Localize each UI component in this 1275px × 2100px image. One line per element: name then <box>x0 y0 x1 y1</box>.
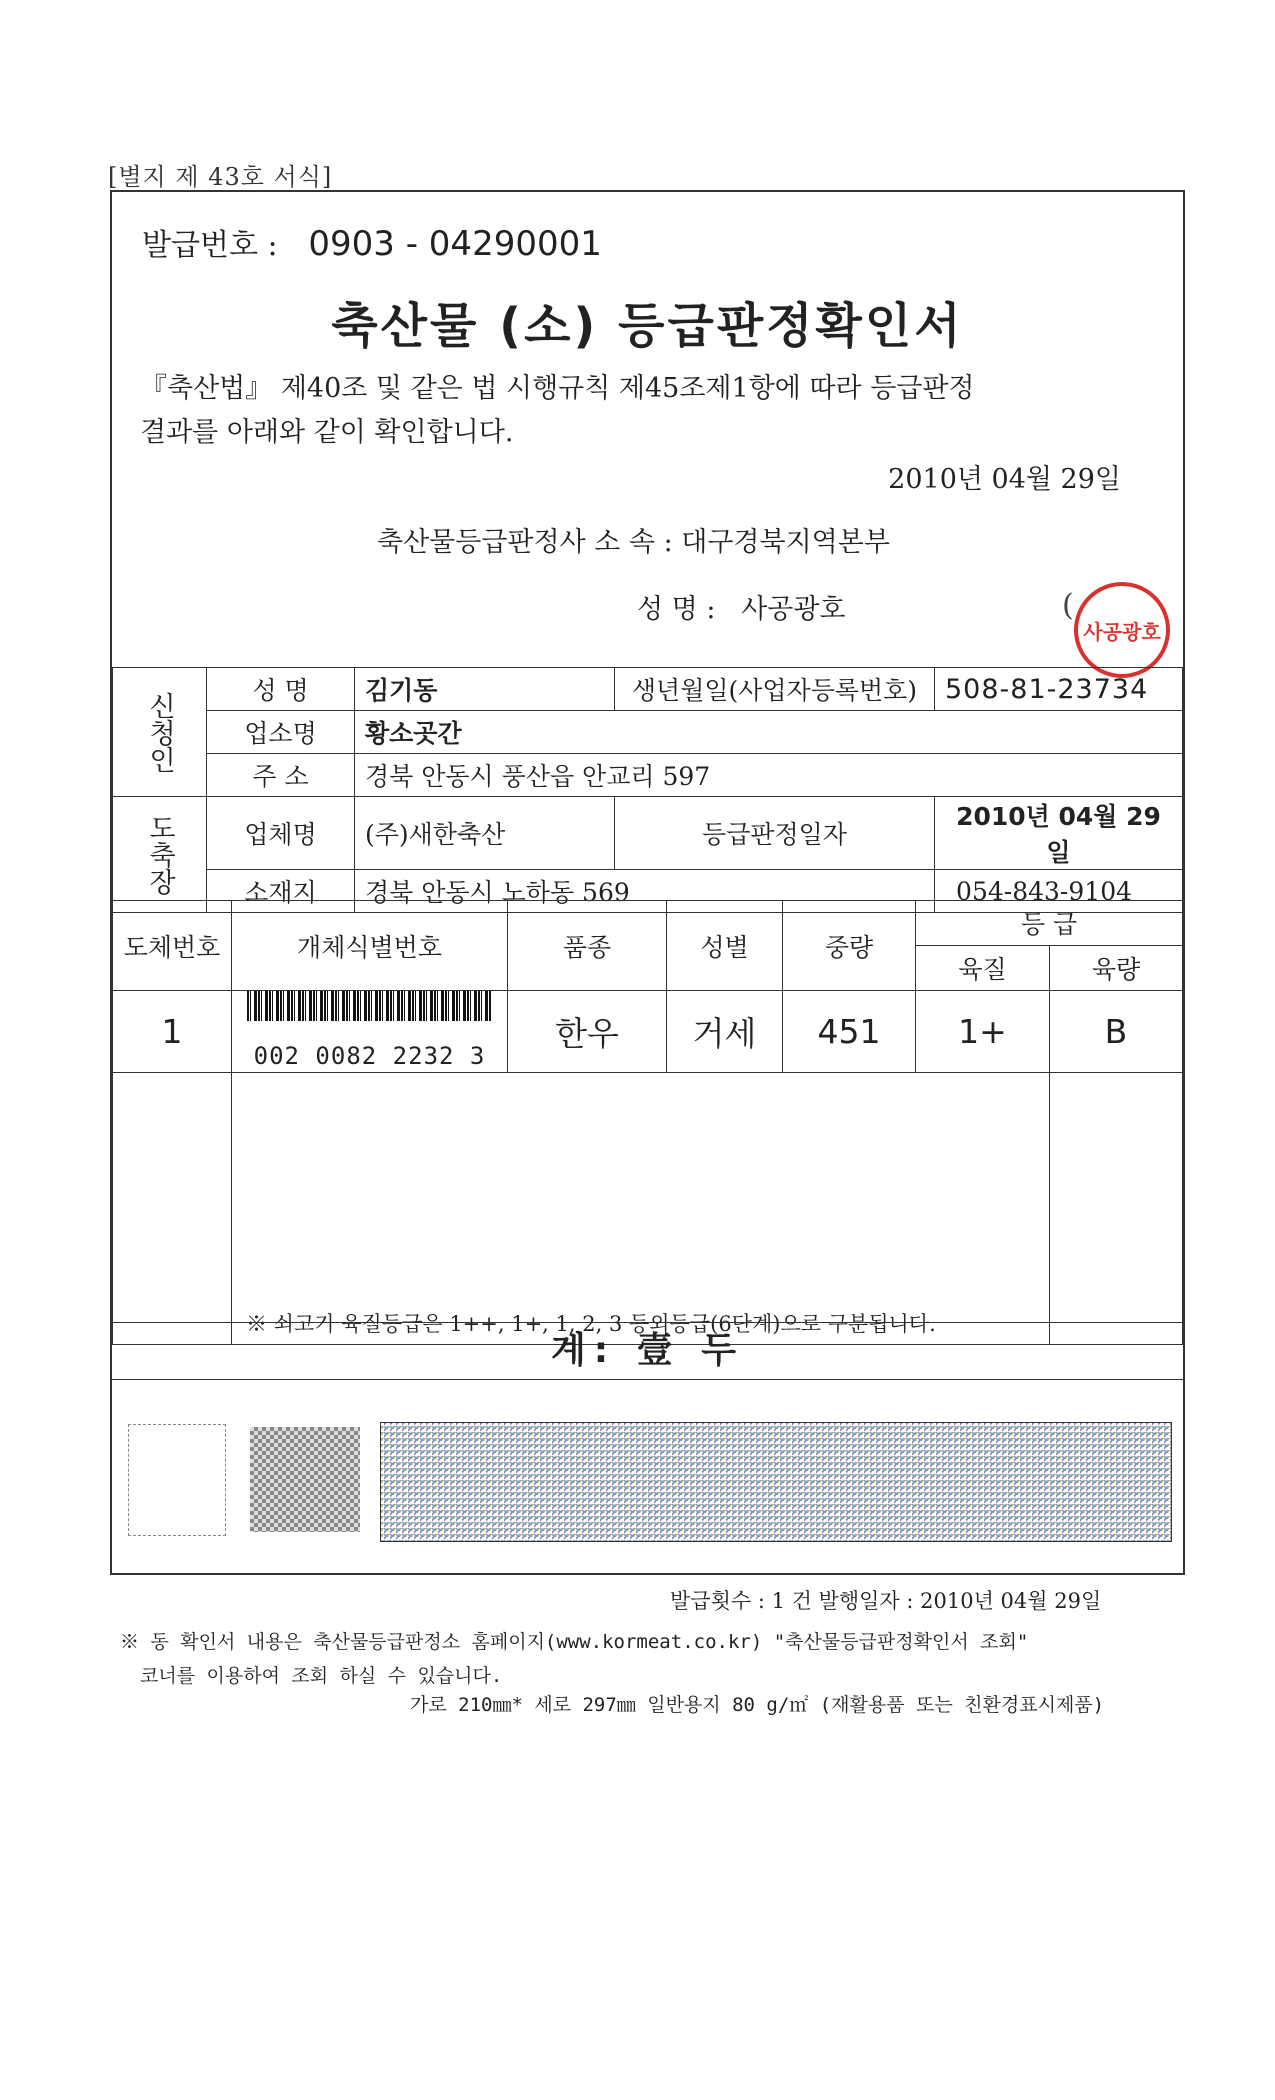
slaughterhouse-side-label: 도축장 <box>113 797 207 913</box>
issue-count-info: 발급횟수 : 1 건 발행일자 : 2010년 04월 29일 <box>670 1589 1102 1613</box>
carcass-number: 1 <box>113 991 232 1073</box>
business-label: 업소명 <box>207 711 355 754</box>
grader-affiliation-row <box>377 520 890 559</box>
birth-label: 생년월일(사업자등록번호) <box>615 668 935 711</box>
quality-grade-header: 육질 <box>916 946 1050 991</box>
empty-cell <box>113 1073 232 1345</box>
seal-bracket: ( <box>1062 588 1074 623</box>
issue-number-label: 발급번호 : <box>142 228 278 263</box>
yield-grade-value: B <box>1049 991 1182 1073</box>
grader-affiliation-label: 축산물등급판정사 소 속 : <box>377 527 673 558</box>
grade-note: ※ 쇠고기 육질등급은 1++, 1+, 1, 2, 3 등외등급(6단계)으로 구분됩니다. <box>232 1073 1050 1345</box>
barcode-icon <box>247 991 492 1021</box>
business-name: 황소곳간 <box>355 711 1183 754</box>
applicant-side-label: 신청인 <box>113 668 207 797</box>
breed-header: 품종 <box>508 901 667 991</box>
grader-affiliation: 대구경북지역본부 <box>681 527 890 558</box>
issue-date: 2010년 04월 29일 <box>888 464 1121 495</box>
intro-line-1: 『축산법』 제40조 및 같은 법 시행규칙 제45조제1항에 따라 등급판정 <box>140 373 975 404</box>
grade-result-table <box>112 900 1183 1345</box>
applicant-name: 김기동 <box>355 668 615 711</box>
certificate-document <box>110 190 1185 1575</box>
weight-value: 451 <box>783 991 916 1073</box>
id-number-header: 개체식별번호 <box>232 901 508 991</box>
security-pattern-icon <box>380 1422 1172 1542</box>
applicant-address: 경북 안동시 풍산읍 안교리 597 <box>355 754 1183 797</box>
total-count: 계: 壹 두 <box>112 1322 1183 1380</box>
quality-grade-value: 1+ <box>916 991 1050 1073</box>
slaughterhouse-location: 경북 안동시 노하동 569 <box>355 870 935 913</box>
company-name: (주)새한축산 <box>355 797 615 870</box>
carcass-number-header: 도체번호 <box>113 901 232 991</box>
individual-id-cell <box>232 991 508 1073</box>
sex-header: 성별 <box>667 901 783 991</box>
breed-value: 한우 <box>508 991 667 1073</box>
grader-name-row <box>637 587 846 626</box>
empty-cell <box>1049 1073 1182 1345</box>
paper-spec: 가로 210㎜* 세로 297㎜ 일반용지 80 g/㎡ (재활용품 또는 친환경표시제품) <box>410 1694 1105 1716</box>
company-label: 업체명 <box>207 797 355 870</box>
individual-id: 002 0082 2232 3 <box>253 1042 486 1070</box>
grading-date: 2010년 04월 29일 <box>935 797 1183 870</box>
slaughterhouse-phone: 054-843-9104 <box>935 870 1183 913</box>
intro-line-2: 결과를 아래와 같이 확인합니다. <box>140 417 514 448</box>
yield-grade-header: 육량 <box>1049 946 1182 991</box>
name-label: 성 명 <box>207 668 355 711</box>
address-label: 주 소 <box>207 754 355 797</box>
notice-line-2: 코너를 이용하여 조회 하실 수 있습니다. <box>140 1665 503 1687</box>
grader-name: 사공광호 <box>741 594 846 625</box>
business-reg-number: 508-81-23734 <box>935 668 1183 711</box>
notice-text <box>120 1625 1200 1693</box>
2d-code-icon <box>250 1427 360 1532</box>
document-title: 축산물 (소) 등급판정확인서 <box>331 298 964 354</box>
grading-date-label: 등급판정일자 <box>615 797 935 870</box>
seal-text: 사공광호 <box>1083 619 1161 644</box>
issue-number-row <box>142 220 602 264</box>
notice-line-1: ※ 동 확인서 내용은 축산물등급판정소 홈페이지(www.kormeat.co.kr) "축산물등급판정확인서 조회" <box>120 1631 1029 1653</box>
sex-value: 거세 <box>667 991 783 1073</box>
grader-name-label: 성 명 : <box>637 594 716 625</box>
location-label: 소재지 <box>207 870 355 913</box>
seal-placeholder-box <box>128 1424 226 1536</box>
weight-header: 중량 <box>783 901 916 991</box>
issue-number-value: 0903 - 04290001 <box>308 224 602 264</box>
intro-text <box>140 367 1150 455</box>
official-seal-stamp <box>1074 582 1170 678</box>
grade-header: 등 급 <box>916 901 1183 946</box>
form-number-label: [별지 제 43호 서식] <box>108 163 333 191</box>
applicant-info-table <box>112 667 1183 913</box>
